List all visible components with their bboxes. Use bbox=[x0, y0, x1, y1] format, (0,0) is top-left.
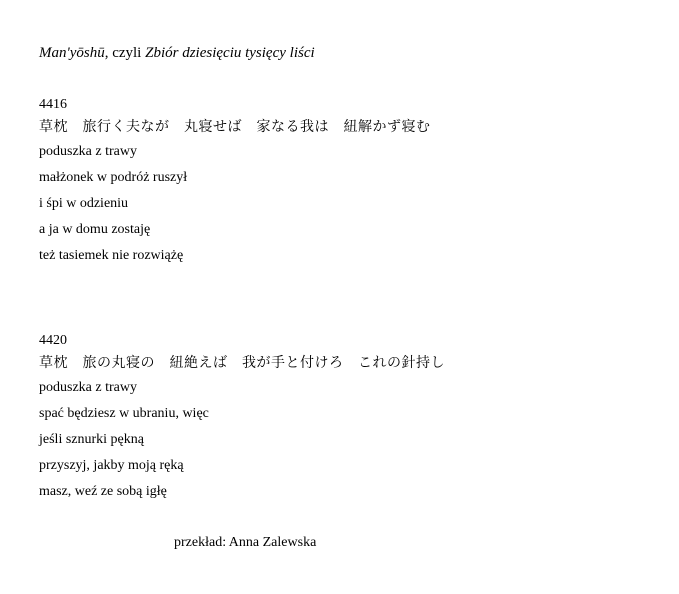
poem-block bbox=[39, 332, 445, 509]
poem-line: poduszka z trawy bbox=[39, 380, 137, 395]
title-work-name: Man'yōshū bbox=[39, 45, 105, 61]
poem-line: poduszka z trawy bbox=[39, 144, 137, 159]
poem-line: spać będziesz w ubraniu, więc bbox=[39, 406, 209, 421]
title-connector: , czyli bbox=[104, 45, 146, 61]
poem-japanese-text: 草枕 旅行く夫なが 丸寝せば 家なる我は 紐解かず寝む bbox=[39, 119, 431, 135]
poem-block bbox=[39, 96, 431, 273]
title-subtitle: Zbiór dziesięciu tysięcy liści bbox=[145, 45, 315, 61]
poem-line: małżonek w podróż ruszył bbox=[39, 170, 188, 185]
poem-translation bbox=[39, 143, 431, 273]
poem-line: a ja w domu zostaję bbox=[39, 222, 151, 237]
poem-line: masz, weź ze sobą igłę bbox=[39, 484, 167, 499]
document-title bbox=[39, 44, 315, 62]
poem-japanese-text: 草枕 旅の丸寝の 紐絶えば 我が手と付けろ これの針持し bbox=[39, 355, 445, 371]
translator-credit: przekład: Anna Zalewska bbox=[174, 535, 317, 550]
poem-line: też tasiemek nie rozwiążę bbox=[39, 248, 184, 263]
poem-translation bbox=[39, 379, 445, 509]
poem-line: przyszyj, jakby moją ręką bbox=[39, 458, 184, 473]
poem-number: 4420 bbox=[39, 333, 67, 348]
poem-line: i śpi w odzieniu bbox=[39, 196, 129, 211]
poem-number: 4416 bbox=[39, 97, 67, 112]
poem-line: jeśli sznurki pękną bbox=[39, 432, 144, 447]
